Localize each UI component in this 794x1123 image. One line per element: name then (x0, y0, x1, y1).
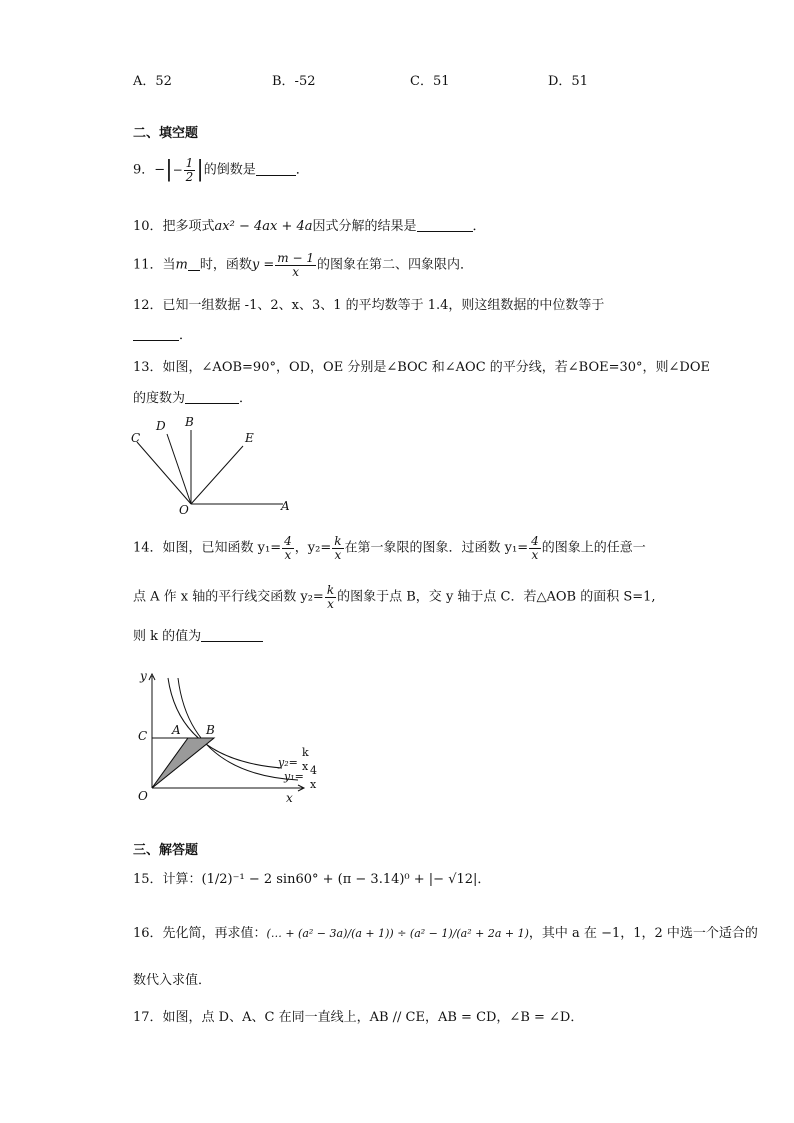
label-x-den: x (302, 760, 309, 773)
label-o: O (179, 503, 189, 517)
question-14-line3: 则 k 的值为 (133, 629, 263, 645)
option-a: A．52 (133, 74, 172, 89)
question-11: 11．当m 时，函数y = $\frac{m - 1}{x}$ 的图象在第二、四象限内． (133, 251, 473, 279)
label-k: k (302, 746, 309, 759)
answer-blank (133, 328, 179, 341)
section-fill-in-title: 二、填空题 (133, 126, 199, 141)
question-16-line2: 数代入求值． (133, 973, 212, 988)
label-y1: y₁= (284, 770, 304, 783)
hyperbola-figure (132, 670, 332, 805)
answer-blank (185, 391, 239, 404)
question-14: 14．如图，已知函数 y₁= $\frac{4}{x}$ ，y₂= $\frac{k}{x}$ 在第一象限的图象．过函数 y₁= $\frac{4}{x}$ 的图象上的任意一 (133, 534, 646, 562)
triangle-aob (152, 738, 214, 788)
label-x: x (286, 791, 293, 805)
question-17: 17．如图，点 D、A、C 在同一直线上，AB // CE，AB = CD，∠B = ∠D． (133, 1010, 584, 1025)
fraction: $\frac{m - 1}{x}$ (277, 251, 314, 279)
answer-blank (417, 219, 473, 232)
question-15: 15．计算：(1/2)⁻¹ − 2 sin60° + (π − 3.14)⁰ + |− √12|． (133, 872, 491, 887)
question-13-line2: 的度数为 ． (133, 391, 253, 406)
ray-oe (191, 446, 243, 504)
question-number: 9． (133, 162, 155, 178)
label-a: A (281, 499, 290, 513)
option-b: B．-52 (272, 74, 316, 89)
question-10: 10．把多项式ax² − 4ax + 4a因式分解的结果是 ． (133, 219, 486, 234)
question-12-line2: ． (133, 328, 192, 344)
section-answer-title: 三、解答题 (133, 843, 199, 858)
label-d: D (156, 419, 166, 433)
question-13: 13．如图，∠AOB=90°，OD，OE 分别是∠BOC 和∠AOC 的平分线，若∠BOE=30°，则∠DOE (133, 360, 711, 375)
label-o: O (138, 789, 148, 803)
label-a: A (172, 723, 181, 737)
label-four: 4 (310, 764, 317, 777)
calculation-expression: (1/2)⁻¹ − 2 sin60° + (π − 3.14)⁰ + |− √12|． (201, 872, 491, 887)
option-c: C．51 (410, 74, 450, 89)
label-c: C (131, 431, 141, 445)
question-12: 12．已知一组数据 -1、2、x、3、1 的平均数等于 1.4，则这组数据的中位数等于 (133, 298, 605, 313)
answer-blank (188, 258, 200, 271)
ray-oc (137, 442, 191, 504)
minus-sign: − (154, 162, 166, 178)
label-c: C (138, 729, 148, 743)
question-16: 16．先化简，再求值：(… + (a² − 3a)/(a + 1)) ÷ (a² − 1)/(a² + 2a + 1)，其中 a 在 −1，1，2 中选一个适合的 (133, 926, 758, 941)
label-y2: y₂= (278, 756, 298, 769)
question-text: 的倒数是 (203, 162, 256, 178)
fraction: $\frac{1}{2}$ (185, 156, 194, 184)
label-b: B (185, 415, 194, 429)
answer-blank (256, 163, 296, 176)
answer-blank (201, 629, 263, 642)
option-d: D．51 (548, 74, 588, 89)
ray-od (167, 434, 191, 504)
simplify-expression: (… + (a² − 3a)/(a + 1)) ÷ (a² − 1)/(a² + 2a + 1) (266, 927, 529, 940)
polynomial-expression: ax² − 4ax + 4a (214, 219, 313, 234)
label-x-den2: x (310, 778, 317, 791)
question-9: 9．−|− $\frac{1}{2}$ |的倒数是 ． (133, 156, 309, 184)
label-b: B (206, 723, 215, 737)
angle-figure (125, 412, 300, 522)
label-e: E (245, 431, 254, 445)
question-14-line2: 点 A 作 x 轴的平行线交函数 y₂= $\frac{k}{x}$ 的图象于点 B，交 y 轴于点 C．若△AOB 的面积 S=1, (133, 583, 656, 611)
label-y: y (140, 670, 147, 683)
